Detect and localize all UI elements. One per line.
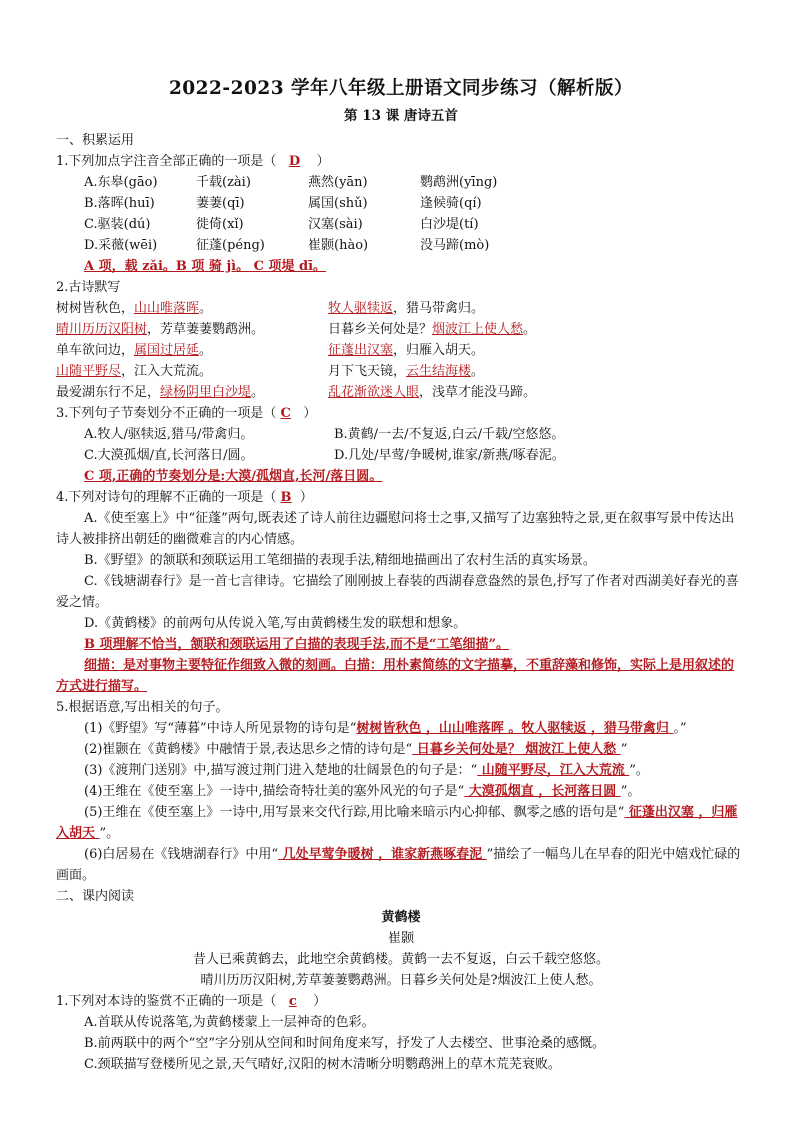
reading-question-1-option-c: C.颈联描写登楼所见之景,天气晴好,汉阳的树木清晰分明鹦鹉洲上的草木荒芜衰败。 [84, 1057, 561, 1072]
dictation-answer: 牧人驱犊返 [328, 301, 394, 316]
poem-line-2: 晴川历历汉阳树,芳草萋萋鹦鹉洲。日暮乡关何处是?烟波江上使人愁。 [200, 973, 602, 988]
question-5-answer: 日暮乡关何处是？ 烟波江上使人愁 [412, 742, 621, 757]
reading-question-1-option-b: B.前两联中的两个“空”字分别从空间和时间角度来写，抒发了人去楼空、世事沧桑的感慨。 [84, 1036, 605, 1051]
dictation-answer: 山山唯落晖 [134, 301, 200, 316]
q1-option-cell: A.东皋(gāo) [84, 175, 158, 190]
q1-option-cell: B.落晖(huī) [84, 196, 155, 211]
question-5-answer: 山随平野尽，江入大荒流 [477, 763, 630, 778]
dictation-left: 山随平野尽，江入大荒流。 [56, 364, 213, 379]
question-3-analysis-line [56, 466, 746, 487]
q1-option-cell: D.采薇(wēi) [84, 238, 158, 253]
question-5-answer: 几处早莺争暖树 ，谁家新燕啄春泥 [278, 847, 487, 862]
dictation-answer: 烟波江上使人愁 [432, 322, 524, 337]
dictation-left: 最爱湖东行不足，绿杨阴里白沙堤。 [56, 385, 265, 400]
question-4-analysis-2: 细描：是对事物主要特征作细致入微的刻画。白描：用朴素简练的文字描摹，不重辞藻和修饰，实际上是用叙述的方式进行描写。 [56, 658, 735, 694]
poem-title: 黄鹤楼 [381, 910, 421, 925]
question-5-answer: 征蓬出汉塞 ，归雁入胡天 [56, 805, 738, 841]
question-1-stem-text: 1.下列加点字注音全部正确的一项是（ [56, 154, 277, 169]
question-5-item-4: (4)王维在《使至塞上》一诗中,描绘奇特壮美的塞外风光的句子是“ 大漠孤烟直 ，长河落日圆 ”。 [84, 784, 641, 799]
q1-option-cell: 崔颢(hào) [308, 238, 369, 253]
reading-question-1-stem: 1.下列对本诗的鉴赏不正确的一项是（ c ） [56, 994, 327, 1009]
question-3-analysis: C 项,正确的节奏划分是:大漠/孤烟直,长河/落日圆。 [84, 469, 383, 484]
dictation-left: 树树皆秋色，山山唯落晖。 [56, 301, 213, 316]
dictation-right: 牧人驱犊返，猎马带禽归。 [328, 301, 485, 316]
q3-option: B.黄鹤/一去/不复返,白云/千载/空悠悠。 [334, 427, 565, 442]
dictation-answer: 征蓬出汉塞 [328, 343, 394, 358]
question-5-item-2: (2)崔颢在《黄鹤楼》中融情于景,表达思乡之情的诗句是“ 日暮乡关何处是？ 烟波江上使人愁 ” [84, 742, 628, 757]
section-heading-2: 二、课内阅读 [56, 889, 135, 904]
dictation-right: 征蓬出汉塞，归雁入胡天。 [328, 343, 485, 358]
dictation-answer: 绿杨阴里白沙堤 [160, 385, 252, 400]
dictation-left: 晴川历历汉阳树，芳草萋萋鹦鹉洲。 [56, 322, 265, 337]
question-4-option-b: B.《野望》的颔联和颈联运用工笔细描的表现手法,精细地描画出了农村生活的真实场景。 [84, 553, 596, 568]
q1-option-cell: 白沙堤(tí) [420, 217, 479, 232]
question-2-dictation [56, 298, 746, 403]
reading-question-1-option-a: A.首联从传说落笔,为黄鹤楼蒙上一层神奇的色彩。 [84, 1015, 375, 1030]
reading-question-1-answer: c [288, 994, 297, 1009]
question-3-options [56, 424, 746, 466]
q1-option-cell: C.驱装(dú) [84, 217, 151, 232]
q1-option-cell: 千载(zài) [196, 175, 251, 190]
dictation-left: 单车欲问边，属国过居延。 [56, 343, 213, 358]
lesson-subtitle: 第 13 课 唐诗五首 [344, 108, 458, 124]
q1-option-cell: 徙倚(xǐ) [196, 217, 244, 232]
dictation-answer: 乱花渐欲迷人眼 [328, 385, 420, 400]
question-5-answer: 树树皆秋色 ，山山唯落晖 。牧人驱犊返 ，猎马带禽归 [356, 721, 674, 736]
question-5-item-3: (3)《渡荆门送别》中,描写渡过荆门进入楚地的壮阔景色的句子是：“ 山随平野尽，江入大荒流 ”。 [84, 763, 649, 778]
question-1-stem [56, 151, 746, 172]
dictation-right: 乱花渐欲迷人眼，浅草才能没马蹄。 [328, 385, 537, 400]
dictation-answer: 山随平野尽 [56, 364, 122, 379]
document-title: 2022-2023 学年八年级上册语文同步练习（解析版） [168, 78, 634, 99]
question-5-item-5: (5)王维在《使至塞上》一诗中,用写景来交代行踪,用比喻来暗示内心抑郁、飘零之感的语句是“ 征蓬出汉塞 ，归雁入胡天 ”。 [56, 805, 738, 841]
q1-option-cell: 属国(shǔ) [308, 196, 368, 211]
q3-option: D.几处/早莺/争暖树,谁家/新燕/啄春泥。 [334, 448, 565, 463]
question-5-item-6: (6)白居易在《钱塘湖春行》中用“ 几处早莺争暖树 ，谁家新燕啄春泥 ”描绘了一幅鸟儿在早春的阳光中嬉戏忙碌的画面。 [56, 847, 741, 883]
question-1-answer: D [288, 154, 301, 169]
question-4-answer: B [280, 490, 292, 505]
q1-option-cell: 萋萋(qī) [196, 196, 245, 211]
dictation-right: 月下飞天镜，云生结海楼。 [328, 364, 485, 379]
question-4-option-d: D.《黄鹤楼》的前两句从传说入笔,写由黄鹤楼生发的联想和想象。 [84, 616, 467, 631]
q1-option-cell: 逢候骑(qí) [420, 196, 482, 211]
q1-option-cell: 汉塞(sài) [308, 217, 363, 232]
question-1-options [56, 172, 746, 256]
dictation-answer: 晴川历历汉阳树 [56, 322, 148, 337]
question-4-option-c: C.《钱塘湖春行》是一首七言律诗。它描绘了刚刚披上春装的西湖春意盎然的景色,抒写了作者对西湖美好春光的喜爱之情。 [56, 574, 739, 610]
q1-option-cell: 鹦鹉洲(yīng) [420, 175, 498, 190]
dictation-right: 日暮乡关何处是？烟波江上使人愁。 [328, 322, 537, 337]
question-1-stem-end: ） [316, 154, 330, 169]
dictation-answer: 属国过居延 [134, 343, 200, 358]
question-2-heading: 2.古诗默写 [56, 280, 121, 295]
poem-author: 崔颢 [387, 931, 414, 946]
question-4-stem: 4.下列对诗句的理解不正确的一项是（ B ） [56, 490, 313, 505]
question-3-answer: C [280, 406, 291, 421]
q3-option: C.大漠孤烟/直,长河落日/圆。 [84, 448, 254, 463]
question-4-analysis-1: B 项理解不恰当，颔联和颈联运用了白描的表现手法,而不是“工笔细描”。 [84, 637, 509, 652]
question-1-analysis-line [56, 256, 746, 277]
q3-option: A.牧人/驱犊返,猎马/带禽归。 [84, 427, 254, 442]
question-5-heading: 5.根据语意,写出相关的句子。 [56, 700, 229, 715]
question-5-answer: 大漠孤烟直 ，长河落日圆 [464, 784, 621, 799]
q1-option-cell: 没马蹄(mò) [420, 238, 490, 253]
q1-option-cell: 征蓬(péng) [196, 238, 265, 253]
dictation-answer: 云生结海楼 [406, 364, 472, 379]
question-3-stem: 3.下列句子节奏划分不正确的一项是（ C ） [56, 406, 317, 421]
question-4-option-a: A.《使至塞上》中“征蓬”两句,既表述了诗人前往边疆慰问将士之事,又描写了边塞独特之景,更在叙事写景中传达出诗人被排挤出朝廷的幽微难言的内心情感。 [56, 511, 735, 547]
question-5-item-1: (1)《野望》写“薄暮”中诗人所见景物的诗句是“树树皆秋色 ，山山唯落晖 。牧人驱犊返 ，猎马带禽归 。” [84, 721, 687, 736]
section-heading-1: 一、积累运用 [56, 133, 135, 148]
q1-option-cell: 燕然(yān) [308, 175, 368, 190]
poem-line-1: 昔人已乘黄鹤去，此地空余黄鹤楼。黄鹤一去不复返，白云千载空悠悠。 [192, 952, 609, 967]
question-1-analysis: A 项，载 zǎi。B 项 骑 jì。 C 项堤 dī。 [84, 259, 327, 274]
